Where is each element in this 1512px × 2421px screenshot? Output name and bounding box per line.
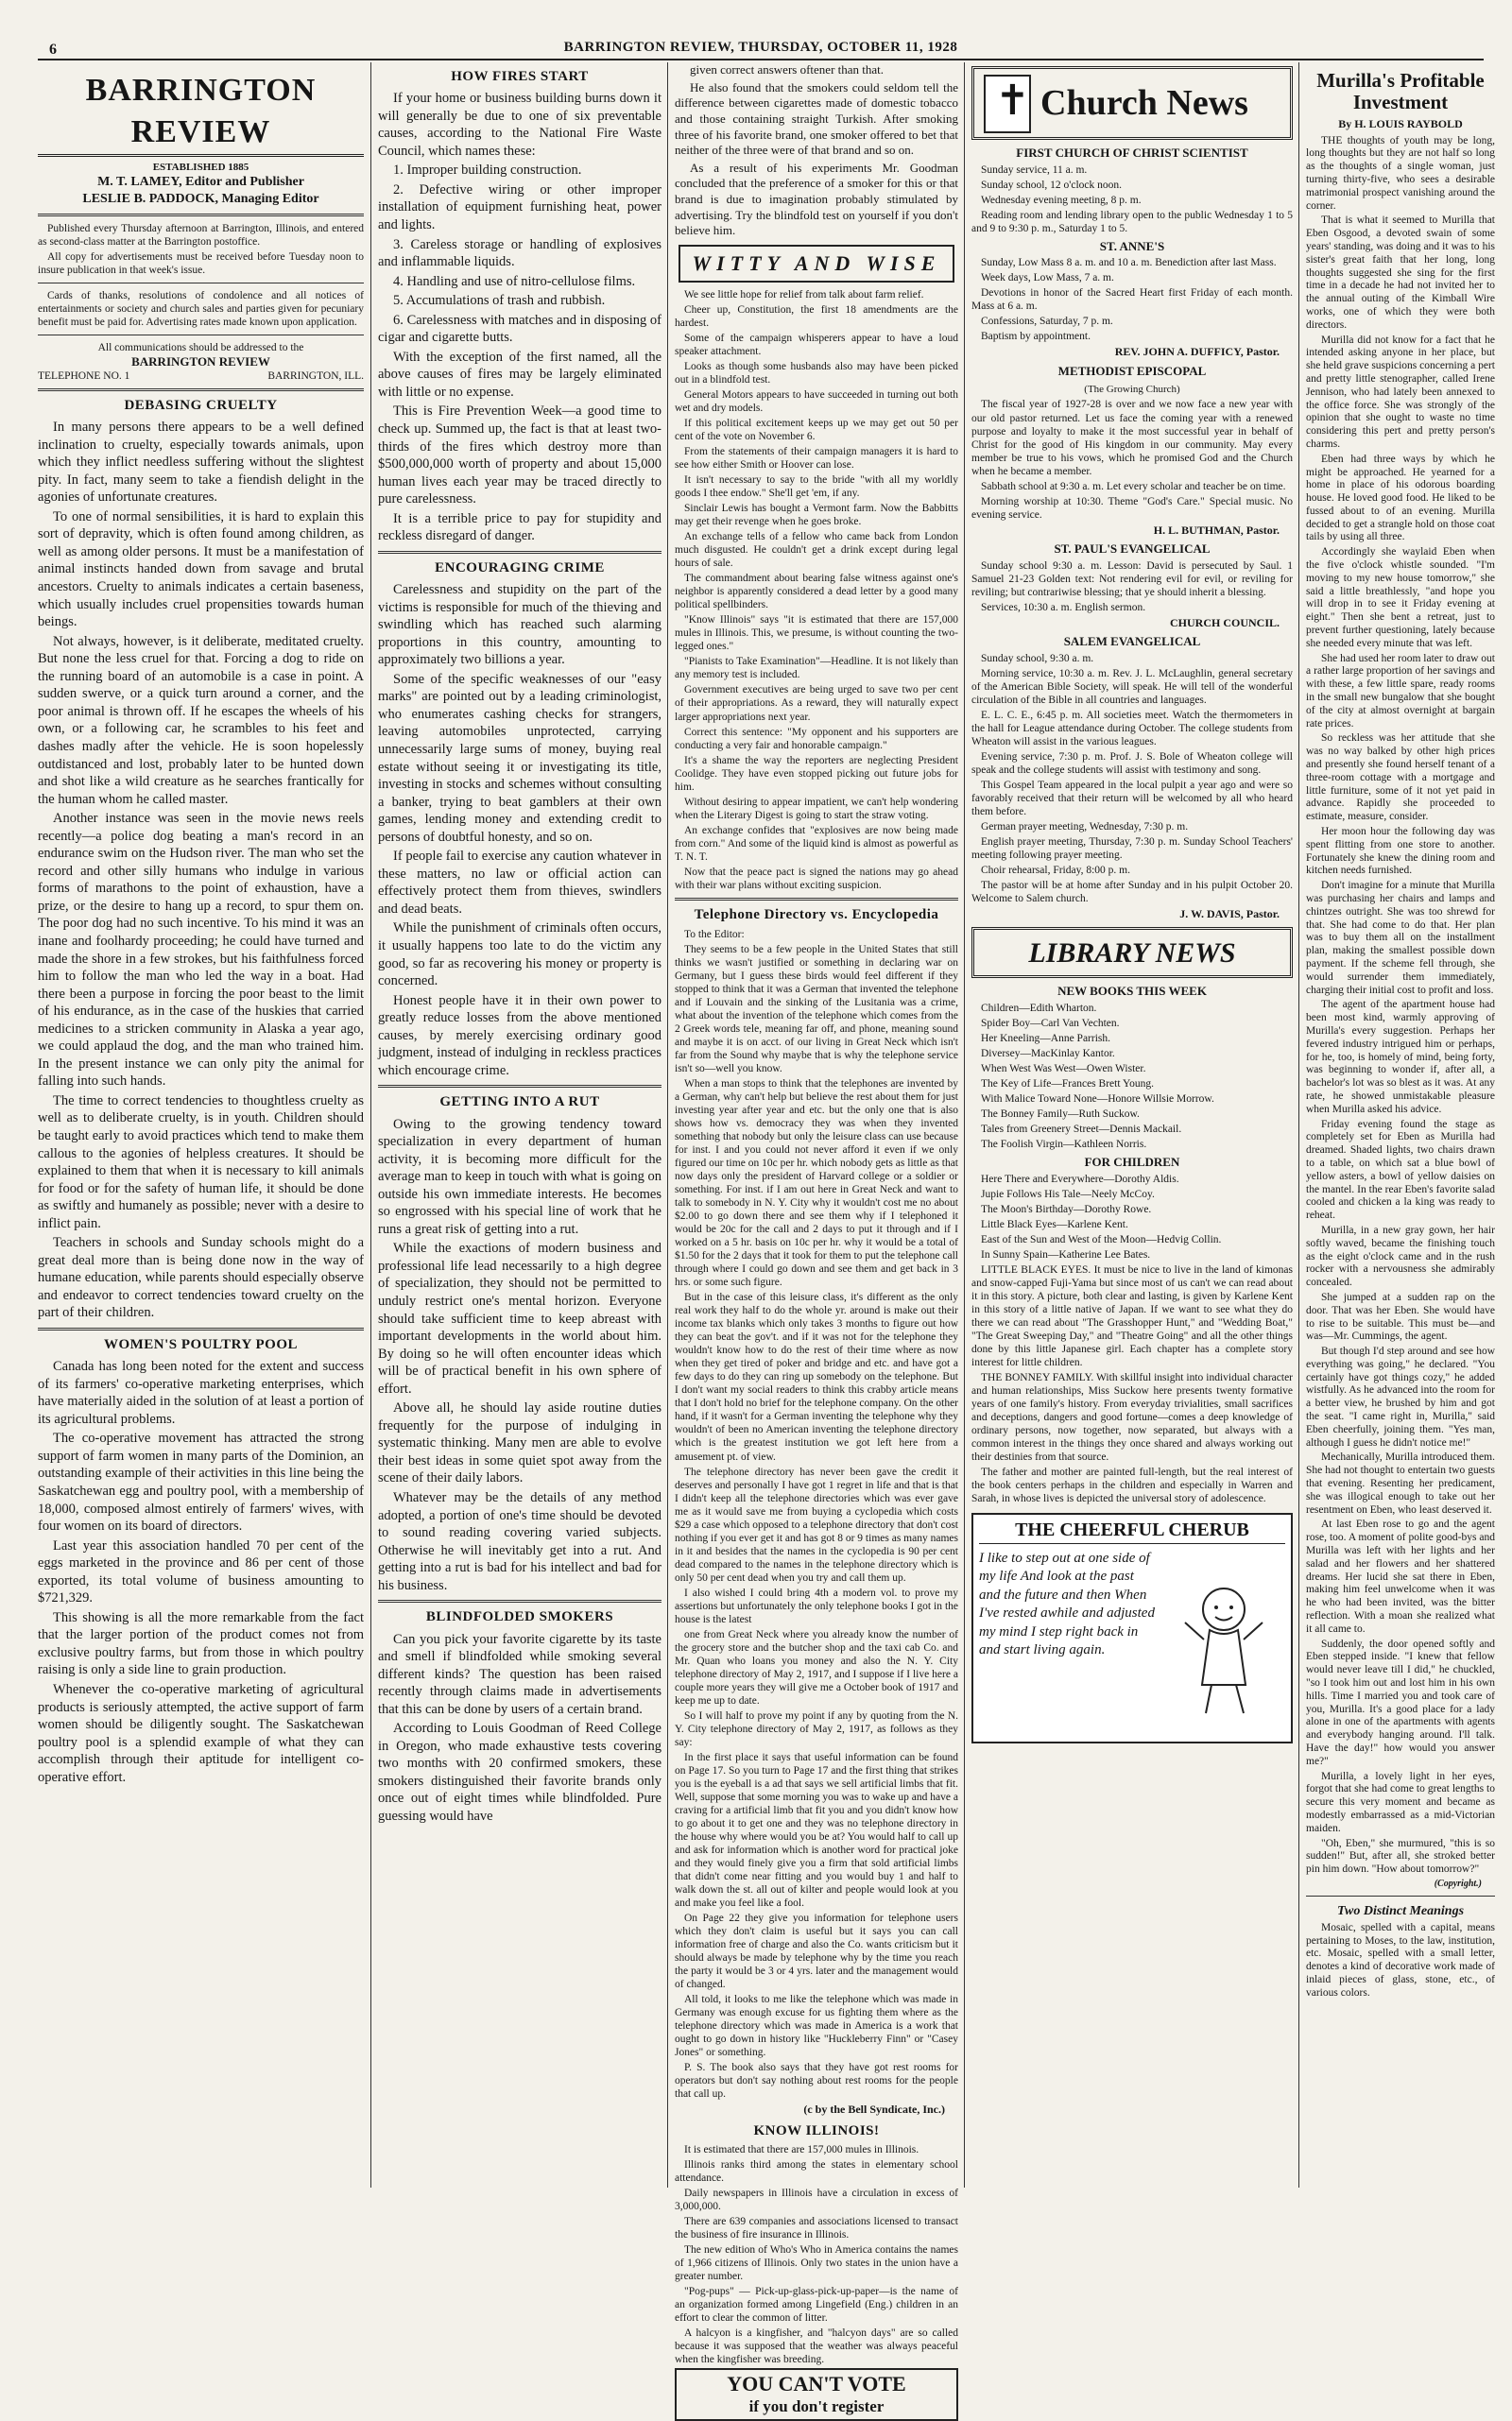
- know-illinois-item: It is estimated that there are 157,000 mules in Illinois.: [684, 2144, 919, 2156]
- telephone-headline: Telephone Directory vs. Encyclopedia: [694, 906, 939, 922]
- children-book-item: The Moon's Birthday—Dorothy Rowe.: [981, 1203, 1152, 1215]
- murilla-paragraph: Her moon hour the following day was spent flitting from one store to another. Fortunately she knew the dining room and kitchen needs furnished.: [1306, 826, 1495, 877]
- methodist-heading: METHODIST EPISCOPAL: [1057, 363, 1207, 378]
- library-review-paragraph: The father and mother are painted full-length, but the real interest of the book centers perhaps in the children and especially in Warren and Sarah, in whose lives is depicted the universal story of adolescence.: [971, 1467, 1293, 1505]
- smokers-paragraph: As a result of his experiments Mr. Goodman concluded that the preference of a smoker for this or that brand is due to imagination probably stimulated by advertising. Try the blindfold test on yourself if you don't believe him.: [675, 160, 958, 238]
- poultry-paragraph: This showing is all the more remarkable from the fact that the larger portion of the product comes not from exclusive poultry farms, but from those in which poultry raising is only a side line to grain production.: [38, 1609, 364, 1678]
- column-2: [378, 62, 662, 2188]
- witty-item: From the statements of their campaign managers it is hard to see how either Smith or Hoover can lose.: [675, 446, 958, 472]
- cruelty-headline: DEBASING CRUELTY: [124, 397, 278, 413]
- witty-item: It isn't necessary to say to the bride "with all my worldly goods I thee endow." She'll get 'em, if any.: [675, 474, 958, 500]
- cruelty-paragraph: Teachers in schools and Sunday schools might do a great deal more than is being done now in the way of humane education, while parents should especially observe and endeavor to correct tendencies toward cruelty on the part of their children.: [38, 1235, 364, 1321]
- new-book-item: Spider Boy—Carl Van Vechten.: [981, 1017, 1120, 1029]
- anne-line: Devotions in honor of the Sacred Heart first Friday of each month. Mass at 6 a. m.: [971, 287, 1293, 313]
- salem-paragraph: The pastor will be at home after Sunday and in his pulpit October 20. Welcome to Salem church.: [971, 879, 1293, 904]
- children-book-item: In Sunny Spain—Katherine Lee Bates.: [981, 1248, 1151, 1261]
- methodist-subheading: (The Growing Church): [1084, 384, 1180, 396]
- fires-paragraph: It is a terrible price to pay for stupidity and reckless disregard of danger.: [378, 510, 662, 544]
- library-reviews: [971, 1263, 1293, 1505]
- fcs-line: Sunday service, 11 a. m.: [981, 163, 1088, 176]
- poultry-paragraph: The co-operative movement has attracted the strong support of farm women in many parts of the Dominion, an outstanding example of their activities in this line being the Saskatchewan egg and poultry pool, with a membership of 18,000, composed almost entirely of farmers' wives, with four women on its board of directors.: [38, 1431, 364, 1535]
- new-book-item: With Malice Toward None—Honore Willsie Morrow.: [981, 1093, 1214, 1106]
- salem-paragraph: German prayer meeting, Wednesday, 7:30 p. m.: [981, 820, 1189, 833]
- murilla-paragraph: At last Eben rose to go and the agent rose, too. A moment of polite good-bys and Murilla was left with her lights and her salad and her flowers and her shattered dreams. Her lucid she sat there in Eben, making him feel unwelcome when it was he who had been invited, was the bitter reflection. With a moan she realized what it all came to.: [1306, 1519, 1495, 1635]
- murilla-paragraph: Eben had three ways by which he might be approached. He yearned for a home in place of his odorous boarding house. He loved good food. He liked to be fussed about to of an evening. Murilla decided to get a strangle hold on those coat tails by using all three.: [1306, 453, 1495, 543]
- copy-note: All copy for advertisements must be received before Tuesday noon to insure publication in that week's issue.: [38, 250, 364, 276]
- fcs-line: Wednesday evening meeting, 8 p. m.: [981, 194, 1142, 206]
- library-review-paragraph: THE BONNEY FAMILY. With skillful insight into individual character and human relationships, Miss Suckow here presents twenty formative years of one family's history. From everyday trivialities, small sacrifices and deceptions, dangers and good fortune—comes a deep knowledge of ordinary persons, now together, now separated, but always with a common interest in the things they once shared and always working out their destinies from that source.: [971, 1371, 1293, 1464]
- cruelty-paragraph: The time to correct tendencies to thoughtless cruelty as well as to deliberate cruelty, is in youth. Children should be taught early to avoid practices which tend to make them callous to the agonies of helpless creatures. It should be explained to them that when it is necessary to kill animals for food or for the safety of human life, it should be done as swiftly and humanely as possible; never with a desire to inflict pain.: [38, 1092, 364, 1231]
- witty-wise-headline: WITTY AND WISE: [679, 245, 954, 283]
- telephone-continued: [675, 1628, 958, 2102]
- murilla-paragraph: The agent of the apartment house had been most kind, warmly approving of Murilla's every suggestion. Perhaps her fevered industry intrigued him or perhaps, for he, too, is homely of mind, being forty, was beginning to wonder if, after all, a bachelor's lot was so blest as it was. At any rate, he showed unmistakable pleasure when Murilla asked his advice.: [1306, 999, 1495, 1115]
- pogpups-note: "Pog-pups" — Pick-up-glass-pick-up-paper—is the name of an organization formed among Lingefield (Eng.) children in an effort to clear the common of litter.: [675, 2286, 958, 2325]
- know-illinois-item: The new edition of Who's Who in America contains the names of 1,966 citizens of Illinois. Only two states in the union have a greater number.: [675, 2244, 958, 2283]
- stpaul-paragraph: Sunday school 9:30 a. m. Lesson: David is persecuted by Saul. 1 Samuel 21-23 Golden text: Not rendering evil for evil, or reviling for reviling; but contrariwise blessing; that ye should inherit a blessing.: [971, 559, 1293, 598]
- masthead-managing-editor: LESLIE B. PADDOCK, Managing Editor: [82, 192, 319, 207]
- address-name: BARRINGTON REVIEW: [131, 354, 270, 369]
- telephone-paragraph: But in the case of this leisure class, it's different as the only real work they half to do the whole yr. around is make out their income tax blanks which only takes 3 months to figure out how they can beat the gov't. and if it was not for the telephone they wouldn't know how to do the rest of their time where as now when they get tired of poker and bridge and etc. and have got a few days to do they can ring up somebody on the telephone. But I don't want my social readers to think this crabby article means that I don't hold no brief for the telephone company. On the other hand, if it wasn't for a German inventing the telephone why they wouldn't of been no American inventing the telephone directory which is the greatest institution we got left here from a amusement pt. of view.: [675, 1292, 958, 1463]
- murilla-paragraph: THE thoughts of youth may be long, long thoughts but they are not half so long as the thoughts of a single woman, just turning thirty-five, who sees a desirable matrimonial prospect vanishing around the corner.: [1306, 134, 1495, 212]
- know-illinois-headline: KNOW ILLINOIS!: [753, 2122, 880, 2138]
- witty-wise-list: [675, 288, 958, 892]
- masthead-editor: M. T. LAMEY, Editor and Publisher: [97, 175, 304, 190]
- new-book-item: The Foolish Virgin—Kathleen Norris.: [981, 1139, 1147, 1151]
- know-illinois-item: There are 639 companies and associations licensed to transact the business of fire insurance in Illinois.: [675, 2216, 958, 2241]
- telephone-paragraph: one from Great Neck where you already know the number of the grocery store and the butcher shop and the taxi cab Co. and Mr. Quan who loans you money and also the N. Y. City telephone directory of May 2, 1917, and I suppose if I live here a couple more years they will give me a October book of 1917 and keep me up to date.: [675, 1628, 958, 1707]
- anne-line: Week days, Low Mass, 7 a. m.: [981, 272, 1114, 284]
- cruelty-paragraph: To one of normal sensibilities, it is hard to explain this sort of depravity, which is often found among children, as well as among older persons. It must be a manifestation of animal instincts handed down from savage and brutal ancestors. Cruelty to animals indicates a certain baseness, which usually includes cruel propensities towards human beings.: [38, 508, 364, 630]
- murilla-paragraph: Murilla, in a new gray gown, her hair softly waved, became the finishing touch as the eight o'clock came and in the rush rocker with a nervousness she admirably concealed.: [1306, 1224, 1495, 1289]
- fires-list-item: 2. Defective wiring or other improper installation of equipment furnishing heat, power and lights.: [378, 181, 662, 233]
- dateline: BARRINGTON REVIEW, THURSDAY, OCTOBER 11, 1928: [563, 40, 958, 55]
- fcs-notices: [971, 163, 1293, 235]
- witty-item: If this political excitement keeps up we may get out 50 per cent of the vote on November 6.: [675, 418, 958, 443]
- witty-item: Sinclair Lewis has bought a Vermont farm. Now the Babbitts may get their revenge when he goes broke.: [675, 503, 958, 528]
- cherub-verse: I like to step out at one side of my life And look at the past and the future and then When I've rested awhile and adjusted my mind I step right back in and start living again.: [979, 1550, 1155, 1658]
- cross-icon: ✝: [984, 75, 1031, 133]
- smokers-headline: BLINDFOLDED SMOKERS: [425, 1609, 614, 1625]
- salem-signature: J. W. DAVIS, Pastor.: [1179, 906, 1280, 920]
- murilla-paragraph: "Oh, Eben," she murmured, "this is so sudden!" But, after all, she stroked better pin him down. "How about tomorrow?": [1306, 1837, 1495, 1876]
- library-news-title: LIBRARY NEWS: [1028, 937, 1236, 970]
- stpaul-signature: CHURCH COUNCIL.: [1169, 615, 1280, 629]
- crime-paragraph: If people fail to exercise any caution whatever in these matters, no law or official action can effectively protect them from thieves, swindlers and dead beats.: [378, 849, 662, 917]
- salem-paragraph: Sunday school, 9:30 a. m.: [981, 652, 1094, 664]
- rut-paragraph: Above all, he should lay aside routine duties frequently for the purpose of indulging in systematic thinking. Many men are able to evolve their best ideas in some quiet spot away from the scene of their daily labors.: [378, 1400, 662, 1486]
- murilla-credit: (Copyright.): [1434, 1878, 1482, 1889]
- cruelty-article: [38, 419, 364, 1322]
- smokers-paragraph: Can you pick your favorite cigarette by its taste and smell if blindfolded while smoking several different kinds? The question has been raised recently through claims made in advertisements that this can be done by users of a certain brand.: [378, 1631, 662, 1717]
- new-book-item: When West Was West—Owen Wister.: [981, 1062, 1146, 1074]
- methodist-paragraph: Morning worship at 10:30. Theme "God's Care." Special music. No evening service.: [971, 495, 1293, 521]
- new-book-item: Her Kneeling—Anne Parrish.: [981, 1032, 1111, 1044]
- children-book-item: Little Black Eyes—Karlene Kent.: [981, 1218, 1128, 1230]
- anne-heading: ST. ANNE'S: [1099, 238, 1165, 253]
- column-1: [38, 62, 364, 2188]
- witty-item: It's a shame the way the reporters are neglecting President Coolidge. They have even stopped picking out future jobs for him.: [675, 754, 958, 793]
- telephone-paragraph: They seems to be a few people in the United States that still thinks we wasn't justified or something in declaring war on Germany, but I guess these birds would feel different if they stopped to think that it was a German that invented the telephone and if Louvain and the sinking of the Lusitania was a crime, what about the invention of the telephone which comes from the 2 Greek words tele, meaning far off, and phone, meaning sound and maybe it is on acct. of our living in Great Neck which isn't far from the Sound why maybe that is why the telephone service isn't so—well you know.: [675, 943, 958, 1075]
- telephone-credit: (c by the Bell Syndicate, Inc.): [803, 2103, 945, 2117]
- cruelty-paragraph: In many persons there appears to be a well defined inclination to cruelty, especially towards animals, upon which they inflict needless suffering without the slightest pity. In fact, many seem to take a fiendish delight in the agonies of unfortunate creatures.: [38, 420, 364, 506]
- fires-article: [378, 349, 662, 545]
- halcyon-note: A halcyon is a kingfisher, and "halcyon days" are so called because it was supposed that the weather was always peaceful when the kingfisher was breeding.: [675, 2327, 958, 2366]
- page-number: 6: [49, 42, 57, 58]
- fires-list: [378, 162, 662, 346]
- salem-notices: [971, 652, 1293, 905]
- register-to-vote-ad: [675, 2368, 958, 2421]
- new-books-heading: NEW BOOKS THIS WEEK: [1057, 984, 1207, 999]
- murilla-byline: By H. LOUIS RAYBOLD: [1338, 117, 1463, 131]
- library-review-paragraph: LITTLE BLACK EYES. It must be nice to live in the land of kimonas and snow-capped Fuji-Yama but since most of us can't we can read about it in this story. A picture, both clear and lasting, is given by Karlene Kent in this story of a little native of Japan. If we want to see what they do there we can read about "The Grasshopper Hunt," and "Wedding Boat," "The Great Sweeping Day," and "Theatre Going" and all the other things done by this little Japanese girl. Each chapter has a complete story interest for little children.: [971, 1263, 1293, 1368]
- telephone-paragraph: The telephone directory has never been gave the credit it deserves and personally I have got 1 regret in life and that is that I didn't keep all the telephone directories which was ever gave me as it would save me from buying a cyclopedia which costs $29 a case which opposed to a telephone directory that don't cost nothing if you ever get it and has got 8 or 9 times as many names in it and besides that the names in the cyclopedia is 90 per cent dead compared to the names in the telephone directory which is only 50 per cent dead when you try and call them up.: [675, 1466, 958, 1584]
- poultry-headline: WOMEN'S POULTRY POOL: [103, 1337, 299, 1352]
- telephone-paragraph: When a man stops to think that the telephones are invented by a German, why can't help but believe the rest about them for just investing year after year and etc. but the only one that is also shows how vs. democracy they was when they invented something that nobody but only the leisure class can use because for inst. I and you could not never afford it even if we only figured our time on 10c per hr. which nobody gets as little as that now days only the president of Harvard college or a soldier or something. For inst. if I am out here in Great Neck and want to talk to somebody in N. Y. City why it wouldn't cost me no about $2.00 to go down there and see them why if I telephoned it would be 20c for the call and 2 days to put it through and if I worked on a 5 hr. basis on 10c per hr. why it would be a total of $1.50 for the 2 days that it took for them to put the telephone call through where I could go down and see them and get back in 3 hrs. or some such figure.: [675, 1078, 958, 1289]
- murilla-paragraph: Murilla, a lovely light in her eyes, forgot that she had come to great lengths to secure this very moment and became as modestly embarrassed as a mid-Victorian maiden.: [1306, 1770, 1495, 1834]
- methodist-paragraph: The fiscal year of 1927-28 is over and we now face a new year with our old pastor returned. Let us face the coming year with a renewed purpose and loyalty to make it the most successful year in behalf of Christ for the good of His kingdom in our community. May every member be true to his vows, which he promised God and the Church when he became a member.: [971, 399, 1293, 477]
- witty-item: Correct this sentence: "My opponent and his supporters are conducting a very fair and honorable campaign.": [675, 726, 958, 751]
- masthead-title: BARRINGTON REVIEW: [38, 70, 364, 157]
- witty-item: An exchange confides that "explosives are now being made from corn." And some of the liquid kind is almost as powerful as T. N. T.: [675, 824, 958, 863]
- masthead: [38, 70, 364, 391]
- new-book-item: Tales from Greenery Street—Dennis Mackail.: [981, 1124, 1182, 1136]
- crime-paragraph: Some of the specific weaknesses of our "easy marks" are pointed out by a leading criminologist, who enumerates cashing checks for strangers, leaving automobiles unprotected, carrying unnecessarily large sums of money, buying real estate without seeing it or investigating its title, investing in stocks and schemes without consulting a banker, trying to beat gamblers at their own games, lending money and extending credit to persons of doubtful honesty, and so on.: [378, 671, 662, 845]
- children-book-item: Here There and Everywhere—Dorothy Aldis.: [981, 1173, 1179, 1185]
- rut-article: [378, 1116, 662, 1595]
- salem-paragraph: Evening service, 7:30 p. m. Prof. J. S. Bole of Wheaton college will speak and the college students will assist with testimony and song.: [971, 750, 1293, 776]
- library-news-banner: [971, 927, 1293, 978]
- poultry-paragraph: Whenever the co-operative marketing of agricultural products is seriously attempted, the active support of farm women should be diligently sought. The Saskatchewan poultry pool is a splendid example of what they can accomplish through their aptitude for intelligent co-operative effort.: [38, 1682, 364, 1785]
- anne-signature: REV. JOHN A. DUFFICY, Pastor.: [1114, 345, 1280, 359]
- murilla-paragraph: Mechanically, Murilla introduced them. She had not thought to entertain two guests that evening. Resenting her predicament, she was illogical enough to take out her resentment on Eben, who least deserved it.: [1306, 1451, 1495, 1516]
- cruelty-paragraph: Another instance was seen in the movie news reels recently—a police dog beating a man's record in an endurance swim on the Hudson river. The man who set the record and other silly humans who indulge in various forms of marathons to the point of exhaustion, have a prize, or the desire to hang up a record, to spur them on. The poor dog had no such incentive. To his mind it was an inane and foolhardy proceeding; he could have turned and made the shore in a few strokes, but his faithfulness forced him to follow the man who led the way in a boat. Had there been a purpose in forcing the poor beast to the limit of his endurance, as in the case of the huskies that carried medicines to a stricken community in Alaska a year ago, we could applaud the dog, and the man who trained him. In the present instance we can only pity the animal for falling into such hands.: [38, 811, 364, 1090]
- telephone-paragraph: So I will half to prove my point if any by quoting from the N. Y. City telephone directory of May 2, 1917, as follows as they say:: [675, 1709, 958, 1748]
- poultry-paragraph: Canada has long been noted for the extent and success of its farmers' co-operative marketing enterprises, which have materially aided in the solution of at least a portion of its agricultural problems.: [38, 1359, 364, 1427]
- children-book-item: Jupie Follows His Tale—Neely McCoy.: [981, 1188, 1155, 1200]
- salem-paragraph: Morning service, 10:30 a. m. Rev. J. L. McLaughlin, general secretary of the American Bible Society, will speak. He will tell of the wonderful circulation of the Bible in all countries and languages.: [971, 667, 1293, 706]
- smokers-paragraph: According to Louis Goodman of Reed College in Oregon, who made exhaustive tests covering two months with 20 confirmed smokers, these smokers distinguished their favorite brands only once out of eight times while blindfolded. Pure guessing would have: [378, 1721, 662, 1824]
- church-news-banner: [971, 66, 1293, 140]
- fcs-line: Reading room and lending library open to the public Wednesday 1 to 5 and 9 to 9:30 p. m., Saturday 1 to 5.: [971, 209, 1293, 234]
- fcs-line: Sunday school, 12 o'clock noon.: [981, 179, 1123, 191]
- murilla-headline: Murilla's Profitable Investment: [1316, 69, 1485, 114]
- rut-headline: GETTING INTO A RUT: [439, 1094, 600, 1110]
- fires-list-item: 5. Accumulations of trash and rubbish.: [393, 293, 606, 309]
- rut-paragraph: Whatever may be the details of any method adopted, a portion of one's time should be devoted to sound reading covering varied subjects. Otherwise he will inevitably get into a rut. And getting into a rut is bad for his intellect and bad for his business.: [378, 1490, 662, 1593]
- two-meanings-text: Mosaic, spelled with a capital, means pertaining to Moses, to the law, institution, etc. Mosaic, spelled with a small letter, denotes a kind of decorative work made of inlaid pieces of glass, stone, etc., of various colors.: [1306, 1921, 1495, 1999]
- column-6: [1306, 62, 1495, 2188]
- fires-paragraph: This is Fire Prevention Week—a good time to check up. Summed up, the fact is that at least two-thirds of the fires which destroy more than $500,000,000 worth of property and about 15,000 human lives each year may be traced directly to pure carelessness.: [378, 404, 662, 507]
- address-note: All communications should be addressed to the: [97, 342, 304, 354]
- fcs-heading: FIRST CHURCH OF CHRIST SCIENTIST: [1016, 146, 1248, 160]
- salem-paragraph: English prayer meeting, Thursday, 7:30 p. m. Sunday School Teachers' meeting following prayer meeting.: [971, 835, 1293, 861]
- children-book-item: East of the Sun and West of the Moon—Hedvig Collin.: [981, 1233, 1222, 1245]
- telephone-paragraph: All told, it looks to me like the telephone which was made in Germany was enough excuse for us fighting them where as the telephone directory which was made in America is a work that ought to go down in history like "Huckleberry Finn" or "Casey Jones" or something.: [675, 1994, 958, 2059]
- methodist-signature: H. L. BUTHMAN, Pastor.: [1153, 523, 1280, 537]
- cruelty-paragraph: Not always, however, is it deliberate, meditated cruelty. But none the less cruel for that. Forcing a dog to ride on the running board of an automobile is a case in point. A sudden swerve, or a quick turn around a corner, and the poor animal is thrown off. If he escapes the wheels of his own, or a following car, he scrambles to his feet and dashes madly after the vehicle. He is soon hopelessly outdistanced and lost, probably later to be hunted down and shot like a wild creature as he searches frantically for the human whom he called master.: [38, 633, 364, 807]
- poultry-article: [38, 1358, 364, 1786]
- murilla-paragraph: But though I'd step around and see how everything was going," he declared. "You certainly have got things cozy," he added wistfully. As he advanced into the room for a better view, he brushed by him and got the seat. "I came right in, Murilla," said Eben cheerfully, joining them. "Yes man, although I guess he didn't notice me!": [1306, 1346, 1495, 1449]
- salem-paragraph: Choir rehearsal, Friday, 8:00 p. m.: [981, 864, 1130, 876]
- methodist-notices: [971, 398, 1293, 521]
- vote-line-2: if you don't register: [748, 2397, 885, 2416]
- witty-item: General Motors appears to have succeeded in turning out both wet and dry models.: [675, 389, 958, 415]
- witty-item: We see little hope for relief from talk about farm relief.: [684, 289, 924, 301]
- rut-paragraph: Owing to the growing tendency toward specialization in every department of human activity, it is becoming more difficult for the average man to keep in touch with what is going on outside his own immediate interests. He becomes so engrossed with his special line of work that he runs a great risk of getting into a rut.: [378, 1116, 662, 1237]
- new-books-list: [971, 1002, 1293, 1151]
- know-illinois-item: Illinois ranks third among the states in elementary school attendance.: [675, 2159, 958, 2185]
- city: BARRINGTON, ILL.: [267, 369, 364, 382]
- crime-article: [378, 581, 662, 1079]
- murilla-paragraph: That is what it seemed to Murilla that Eben Osgood, a devoted swain of some years' standing, was doing and it was to his sister's great faith that her long, long thoughts suggested she sing for the first time in a decade he had not invited her to the annual outing of the Kimball Wire works, one of which they were both directors.: [1306, 215, 1495, 331]
- fires-list-item: 3. Careless storage or handling of explosives and inflammable liquids.: [378, 236, 662, 270]
- anne-line: Sunday, Low Mass 8 a. m. and 10 a. m. Benediction after last Mass.: [981, 257, 1277, 269]
- murilla-paragraph: Murilla did not know for a fact that he intended asking anyone in her place, but she held grave suspicions concerning a pert and pretty little stenographer, called Irene Jennison, who had lately been annexed to the office force. She was strongly of the opinion that she ought to waste no time considering this pert and pretty person's charms.: [1306, 334, 1495, 450]
- children-books-heading: FOR CHILDREN: [1084, 1155, 1180, 1170]
- witty-item: Some of the campaign whisperers appear to have a loud speaker attachment.: [675, 333, 958, 358]
- witty-item: Cheer up, Constitution, the first 18 amendments are the hardest.: [675, 304, 958, 330]
- fires-list-item: 6. Carelessness with matches and in disposing of cigar and cigarette butts.: [378, 312, 662, 346]
- smokers-continued: [675, 62, 958, 239]
- know-illinois-item: Daily newspapers in Illinois have a circulation in excess of 3,000,000.: [675, 2188, 958, 2213]
- witty-item: The commandment about bearing false witness against one's neighbor is apparently considered a dead letter by a good many political spellbinders.: [675, 573, 958, 611]
- telephone-article: [675, 928, 958, 2421]
- witty-item: Looks as though some husbands also may have been picked out in a blindfold test.: [675, 361, 958, 386]
- published-note: Published every Thursday afternoon at Barrington, Illinois, and entered as second-class matter at the Barrington postoffice.: [38, 222, 364, 248]
- column-5: [971, 62, 1293, 2188]
- vote-line-1: YOU CAN'T VOTE: [727, 2372, 906, 2396]
- children-books-list: [971, 1173, 1293, 1262]
- running-header: [38, 34, 1484, 60]
- smokers-paragraph: given correct answers oftener than that.: [690, 62, 885, 77]
- witty-item: Government executives are being urged to save two per cent of their appropriations. As a reward, they will naturally expect larger appropriations next year.: [675, 684, 958, 723]
- witty-item: An exchange tells of a fellow who came back from London much disgusted. He couldn't get a drink except during legal hours of sale.: [675, 531, 958, 570]
- new-book-item: Children—Edith Wharton.: [981, 1002, 1097, 1014]
- cherub-title: THE CHEERFUL CHERUB: [979, 1519, 1285, 1544]
- crime-headline: ENCOURAGING CRIME: [435, 559, 605, 575]
- stpaul-paragraph: Services, 10:30 a. m. English sermon.: [981, 601, 1146, 613]
- cards-note: Cards of thanks, resolutions of condolence and all notices of entertainments or society and church sales and parties given for pecuniary benefit must be paid for. Advertising rates made known upon application.: [38, 289, 364, 329]
- masthead-established: ESTABLISHED 1885: [152, 162, 249, 174]
- crime-paragraph: Carelessness and stupidity on the part of the victims is responsible for much of the thieving and swindling which has reached such alarming proportions in this country, amounting to approximately two billions a year.: [378, 582, 662, 668]
- murilla-paragraph: Suddenly, the door opened softly and Eben stepped inside. "I knew that fellow would never leave till I did," he chuckled, "so I took him out and lost him in his own hills. Time I married you and took care of you, Murilla. It's a good place for a lady alone in one of the apartments with agents and everybody hanging around. I'll talk. Have the day!" how would you answer me?": [1306, 1638, 1495, 1767]
- methodist-paragraph: Sabbath school at 9:30 a. m. Let every scholar and teacher be on time.: [981, 480, 1286, 492]
- anne-notices: [971, 256, 1293, 343]
- witty-item: Now that the peace pact is signed the nations may go ahead with their war plans without exciting suspicion.: [675, 866, 958, 891]
- new-book-item: The Bonney Family—Ruth Suckow.: [981, 1108, 1140, 1121]
- salem-paragraph: This Gospel Team appeared in the local pulpit a year ago and were so favorably received that their return will be welcomed by all who heard them before.: [971, 779, 1293, 817]
- fires-intro: If your home or business building burns down it will generally be due to one of six preventable causes, according to the National Fire Waste Council, which names these:: [378, 91, 662, 159]
- murilla-paragraph: Friday evening found the stage as completely set for Eben as Murilla had dreamed. Shaded lights, two chairs drawn to a table, on which sat a blue bowl of yellow asters, a bowl of yellow daisies on the mantel. In the rear Eben's favorite salad cooled and chicken a la king was ready to reheat.: [1306, 1118, 1495, 1222]
- murilla-paragraph: Don't imagine for a minute that Murilla was purchasing her chairs and lamps and chintzes outright. She was too shrewd for that. She had come to do that. Her plan was to buy them all on the installment plan, making the smallest possible down payment. If the scheme fell through, she would surrender them immediately, charging their initial cost to profit and loss.: [1306, 880, 1495, 996]
- new-book-item: Diversey—MacKinlay Kantor.: [981, 1047, 1115, 1059]
- telephone-paragraph: On Page 22 they give you information for telephone users which they don't claim is useful but it says you can call information free of charge and also the Co. wants criticism but it should always be made by telephone why by the time you reach the party it would be 3 or 4 yrs. later and the management would of changed.: [675, 1913, 958, 1991]
- fires-paragraph: With the exception of the first named, all the above causes of fires may be largely eliminated with little or no expense.: [378, 349, 662, 400]
- crime-paragraph: While the punishment of criminals often occurs, it usually happens too late to do the victim any good, so far as recovering his money or property is concerned.: [378, 920, 662, 989]
- fires-headline: HOW FIRES START: [451, 69, 589, 84]
- crime-paragraph: Honest people have it in their own power to greatly reduce losses from the above mentioned causes, by merely exercising ordinary good judgment, instead of indulging in reckless practices which encourage crime.: [378, 992, 662, 1078]
- murilla-paragraph: She had used her room later to draw out a rather large proportion of her savings and with these, a few little spare, ready rooms in the small new bungalow that she bought of the city at almost overnight at bargain rate prices.: [1306, 652, 1495, 730]
- telephone-paragraph: P. S. The book also says that they have got rest rooms for operators but don't say nothing about rest rooms for the people that call up.: [675, 2062, 958, 2101]
- telephone-paragraph: To the Editor:: [684, 928, 745, 940]
- stpaul-heading: ST. PAUL'S EVANGELICAL: [1054, 541, 1211, 556]
- cherub-figure-icon: [1172, 1581, 1276, 1723]
- fires-list-item: 4. Handling and use of nitro-cellulose films.: [393, 273, 636, 289]
- two-meanings-headline: Two Distinct Meanings: [1336, 1903, 1465, 1918]
- murilla-story: [1306, 135, 1495, 1877]
- murilla-paragraph: So reckless was her attitude that she was no way balked by other high prices and presently she found herself tenant of a three-room cottage with a mortgage and little furniture, some of it not yet paid in advance. Rapidly she proceeded to estimate, measure, consider.: [1306, 732, 1495, 823]
- murilla-paragraph: She jumped at a sudden rap on the door. That was her Eben. She would have to rise to be suitable. This must be—and was—Mr. Cummings, the agent.: [1306, 1291, 1495, 1343]
- church-news-title: Church News: [1040, 83, 1248, 123]
- salem-heading: SALEM EVANGELICAL: [1063, 634, 1201, 649]
- smokers-article: [378, 1631, 662, 1826]
- stpaul-notices: [971, 559, 1293, 614]
- smokers-paragraph: He also found that the smokers could seldom tell the difference between cigarettes made of domestic tobacco and those containing straight Turkish. After smoking three of his favorite brand, one smoker offered to bet that neither of the three were of that brand and so on.: [675, 79, 958, 158]
- rut-paragraph: While the exactions of modern business and professional life lead necessarily to a high degree of specialization, they should not be permitted to unduly restrict one's mental horizon. Everyone should take sufficient time to keep abreast with important developments in the world about him. By doing so he will often encounter ideas which will be of practical benefit in his own sphere of effort.: [378, 1241, 662, 1397]
- anne-line: Confessions, Saturday, 7 p. m.: [981, 316, 1113, 328]
- column-3: [675, 62, 958, 2416]
- poultry-paragraph: Last year this association handled 70 per cent of the eggs marketed in the province and 86 per cent of those exported, its total volume of business amounting to $721,329.: [38, 1537, 364, 1606]
- telephone-paragraph: In the first place it says that useful information can be found on Page 17. So you turn to Page 17 and the first thing that strikes you is the eyeball is a ad that says we sell artificial limbs that fit. Well, suppose that some morning you was to wake up and have a craving for a artificial limb that fit you and you didn't know how to go about it to get one and they was no telephone directory in the house why where would you be at? You would half to call up and ask for information which is another word for practical joke and they would finely give you a firm that sold artificial limbs that didn't come near fitting and you would buy 1 and half to walk down the st. all out of kilter and people would look at you and make you feel like a fool.: [675, 1751, 958, 1910]
- witty-item: "Pianists to Take Examination"—Headline. It is not likely than any memory test is included.: [675, 656, 958, 681]
- witty-item: Without desiring to appear impatient, we can't help wondering when the Literary Digest is going to start the straw voting.: [675, 796, 958, 821]
- new-book-item: The Key of Life—Frances Brett Young.: [981, 1078, 1155, 1090]
- murilla-paragraph: Accordingly she waylaid Eben when the five o'clock whistle sounded. "I'm moving to my new house tomorrow," she said a little breathlessly, "and hope you will drop in to see it Friday evening at eight." Then she bent a retreat, just to prevent further questioning, lately because she needed every minute that was left.: [1306, 546, 1495, 649]
- witty-item: "Know Illinois" says "it is estimated that there are 157,000 mules in Illinois. This, we presume, is without counting the two-legged ones.": [675, 614, 958, 653]
- salem-paragraph: E. L. C. E., 6:45 p. m. All societies meet. Watch the thermometers in the hall for League attendance during October. The college students from Wheaton will assist in the various leagues.: [971, 709, 1293, 747]
- cheerful-cherub-cartoon: [971, 1513, 1293, 1743]
- telephone-paragraph: I also wished I could bring 4th a modern vol. to prove my assertions but unfortunately the only telephone books I got in the house is the latest: [675, 1587, 958, 1625]
- anne-line: Baptism by appointment.: [981, 331, 1091, 343]
- telephone: TELEPHONE NO. 1: [38, 369, 130, 382]
- fires-list-item: 1. Improper building construction.: [393, 163, 582, 179]
